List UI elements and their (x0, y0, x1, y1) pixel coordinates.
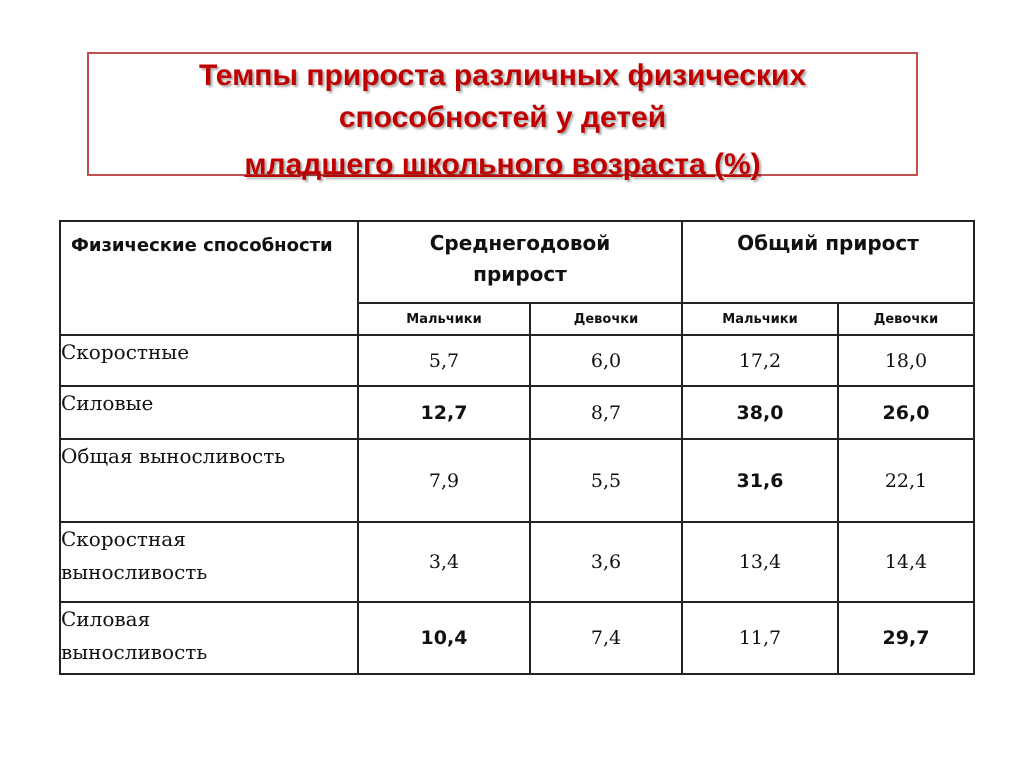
subheader-avg-boys: Мальчики (358, 303, 530, 335)
cell-avg-boys: 3,4 (358, 522, 530, 602)
table-row (60, 439, 974, 522)
cell-avg-girls: 8,7 (530, 386, 682, 439)
title-line-3-holder (87, 146, 918, 183)
cell-total-girls: 29,7 (838, 602, 974, 674)
row-label-text: Скоростная выносливость (61, 527, 208, 584)
subheader-avg-girls: Девочки (530, 303, 682, 335)
table-row (60, 522, 974, 602)
title-line-3: младшего школьного возраста (%) (244, 148, 761, 181)
header-total-growth: Общий прирост (682, 221, 974, 303)
subheader-total-boys: Мальчики (682, 303, 838, 335)
cell-total-boys: 13,4 (682, 522, 838, 602)
title-line-1: Темпы прироста различных физических (198, 59, 807, 92)
table-row (60, 386, 974, 439)
cell-total-boys: 17,2 (682, 335, 838, 386)
row-label: Общая выносливость (60, 439, 358, 522)
table-row (60, 335, 974, 386)
cell-avg-girls: 6,0 (530, 335, 682, 386)
header-abilities: Физические способности (60, 221, 358, 335)
cell-avg-boys: 7,9 (358, 439, 530, 522)
cell-total-girls: 18,0 (838, 335, 974, 386)
cell-total-girls: 22,1 (838, 439, 974, 522)
row-label (60, 522, 358, 602)
cell-avg-boys: 5,7 (358, 335, 530, 386)
title-line-2: способностей у детей (338, 101, 667, 134)
header-avg-growth (358, 221, 682, 303)
row-label-text: Силовая выносливость (61, 607, 208, 664)
cell-avg-boys: 12,7 (358, 386, 530, 439)
cell-avg-girls: 5,5 (530, 439, 682, 522)
cell-total-boys: 31,6 (682, 439, 838, 522)
row-label (60, 602, 358, 674)
cell-total-boys: 38,0 (682, 386, 838, 439)
cell-total-girls: 26,0 (838, 386, 974, 439)
cell-total-girls: 14,4 (838, 522, 974, 602)
table-row (60, 602, 974, 674)
cell-avg-boys: 10,4 (358, 602, 530, 674)
cell-total-boys: 11,7 (682, 602, 838, 674)
row-label: Силовые (60, 386, 358, 439)
cell-avg-girls: 7,4 (530, 602, 682, 674)
table-header-row (60, 221, 974, 303)
row-label: Скоростные (60, 335, 358, 386)
header-avg-growth-text: Среднегодовой прирост (429, 231, 611, 286)
cell-avg-girls: 3,6 (530, 522, 682, 602)
growth-table (59, 220, 975, 675)
subheader-total-girls: Девочки (838, 303, 974, 335)
